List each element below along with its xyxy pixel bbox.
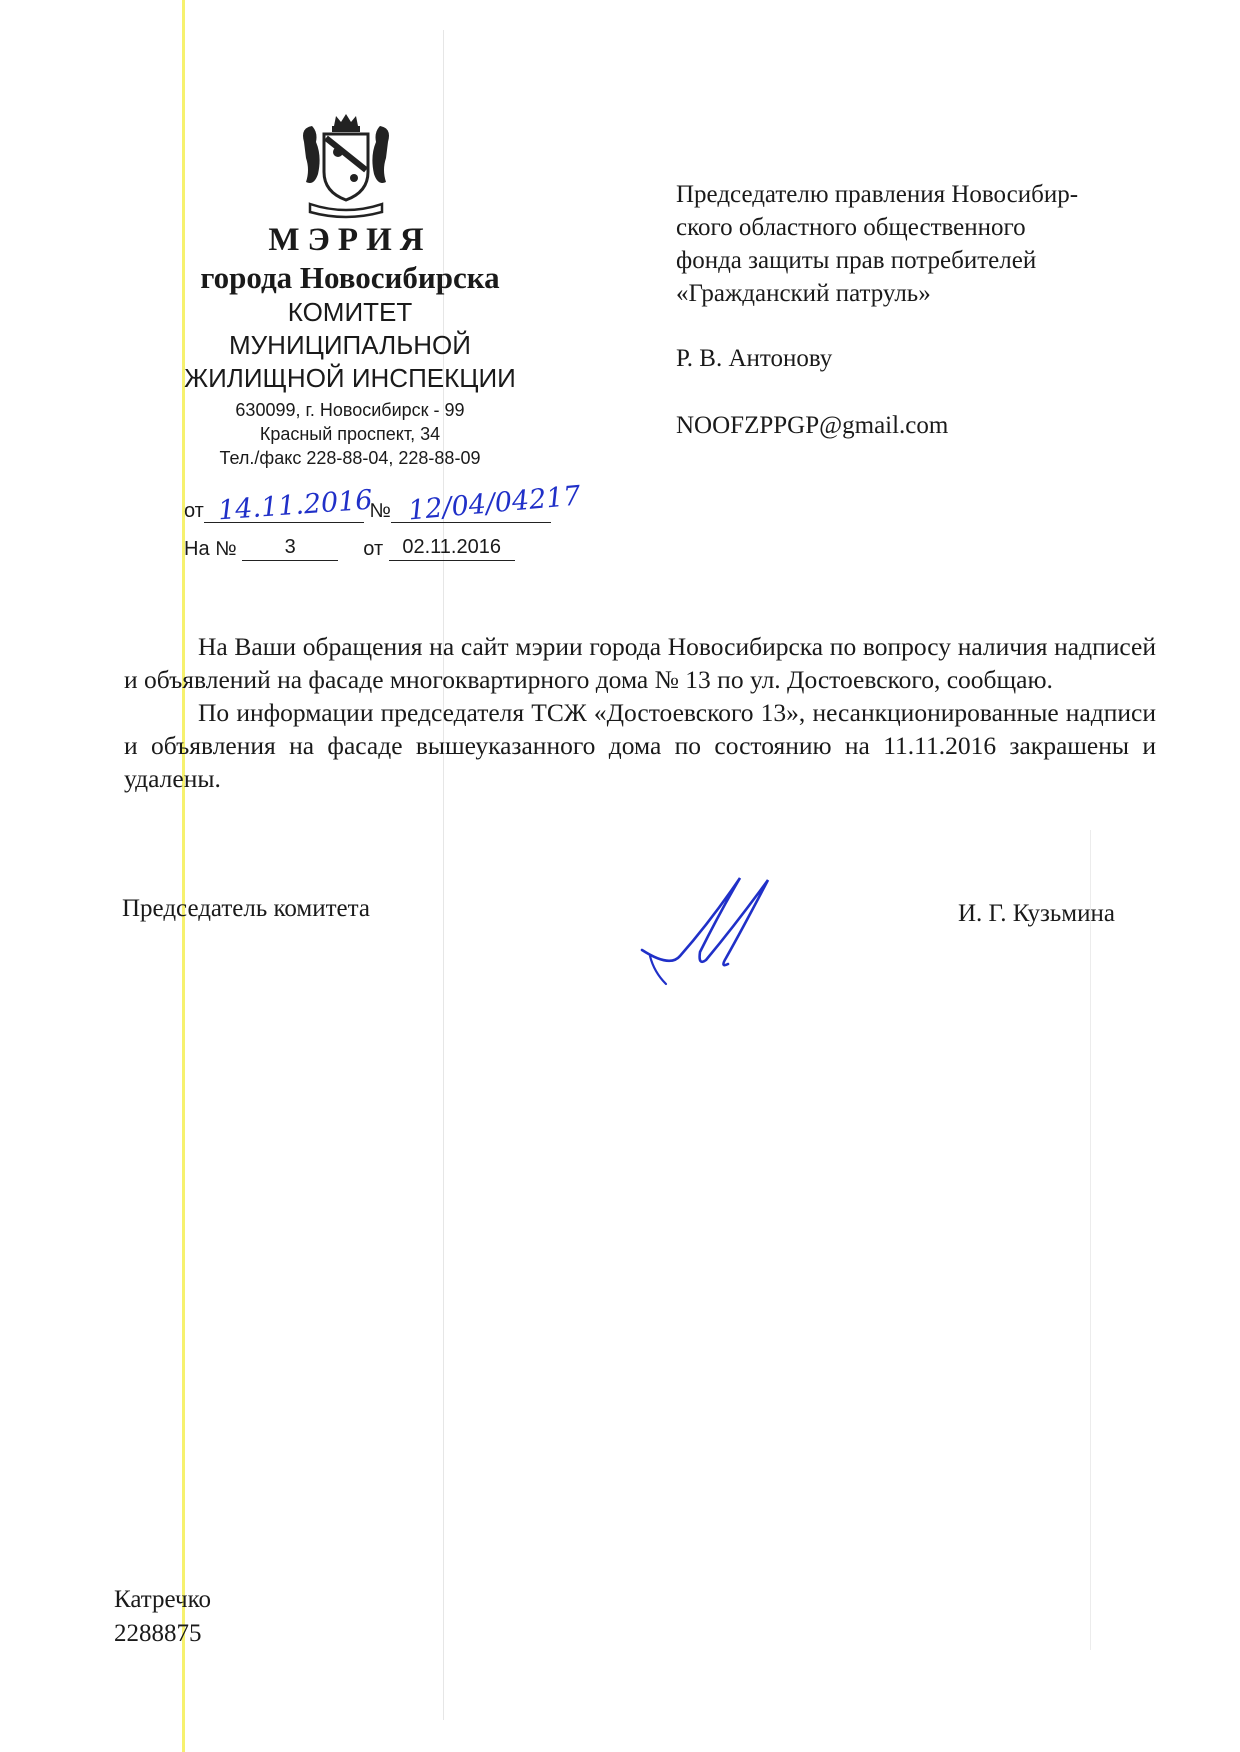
address-line: Красный проспект, 34 bbox=[259, 424, 441, 444]
reply-to-number: 3 bbox=[242, 536, 338, 561]
committee-name bbox=[140, 296, 560, 395]
addressee-block bbox=[676, 178, 1196, 442]
addressee-email: NOOFZPPGP@gmail.com bbox=[676, 412, 949, 439]
address-line: 630099, г. Новосибирск - 99 bbox=[235, 400, 465, 420]
executor-name: Катречко bbox=[114, 1586, 211, 1613]
committee-line: МУНИЦИПАЛЬНОЙ bbox=[229, 330, 471, 360]
committee-line: КОМИТЕТ bbox=[287, 297, 413, 327]
addressee-line: «Гражданский патруль» bbox=[676, 280, 931, 307]
reply-to-line bbox=[184, 536, 515, 561]
executor-phone: 2288875 bbox=[114, 1620, 202, 1647]
handwritten-date: 14.11.2016 bbox=[217, 484, 374, 527]
address-line: Тел./факс 228-88-04, 228-88-09 bbox=[219, 448, 481, 468]
coat-of-arms-icon bbox=[296, 112, 396, 222]
org-address bbox=[140, 398, 560, 470]
handwritten-number: 12/04/04217 bbox=[406, 480, 582, 527]
from-label: от bbox=[184, 500, 204, 522]
reply-to-label: На № bbox=[184, 538, 237, 560]
committee-line: ЖИЛИЩНОЙ ИНСПЕКЦИИ bbox=[184, 363, 516, 393]
signer-title: Председатель комитета bbox=[122, 895, 370, 922]
body-paragraph: На Ваши обращения на сайт мэрии города Новосибирска по вопросу наличия надписей и объявлений на фасаде многоквартирного дома № 13 по ул. Достоевского, сообщаю. bbox=[124, 632, 1156, 694]
handwritten-signature-icon bbox=[640, 872, 780, 992]
addressee-line: ского областного общественного bbox=[676, 214, 1026, 241]
number-label: № bbox=[369, 500, 391, 522]
reply-from-label: от bbox=[363, 538, 384, 560]
org-name: МЭРИЯ bbox=[268, 222, 432, 258]
signer-name: И. Г. Кузьмина bbox=[958, 900, 1115, 927]
reply-from-date: 02.11.2016 bbox=[389, 536, 515, 561]
executor-block bbox=[114, 1583, 211, 1651]
letter-body bbox=[124, 630, 1156, 795]
city-name: города Новосибирска bbox=[200, 260, 500, 295]
addressee-line: фонда защиты прав потребителей bbox=[676, 247, 1037, 274]
body-paragraph: По информации председателя ТСЖ «Достоевского 13», несанкционированные надписи и объявления на фасаде вышеуказанного дома по состоянию на 11.11.2016 закрашены и удалены. bbox=[124, 698, 1156, 793]
addressee-name: Р. В. Антонову bbox=[676, 345, 833, 372]
scan-artifact-line bbox=[1090, 830, 1091, 1650]
addressee-line: Председателю правления Новосибир- bbox=[676, 181, 1079, 208]
